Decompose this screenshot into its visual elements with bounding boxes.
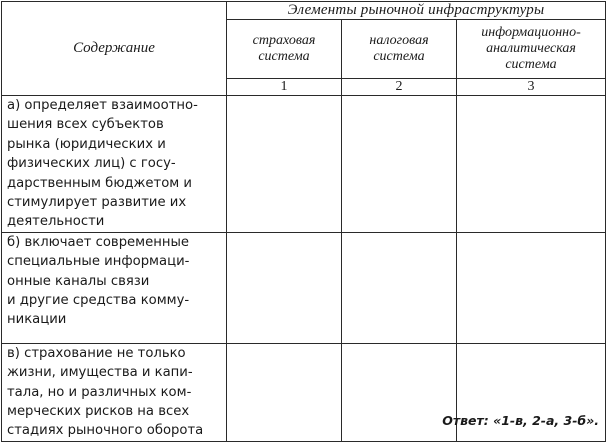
column-header-insurance (227, 20, 342, 79)
empty-cell (227, 232, 342, 343)
empty-cell (457, 232, 606, 343)
row-line: мерческих рисков на всех (7, 404, 190, 420)
group-header-row (2, 2, 606, 20)
row-text-c (2, 343, 227, 441)
content-header: Содержание (2, 2, 227, 96)
row-line: жизни, имущества и капи- (7, 365, 193, 381)
matching-table (1, 1, 606, 442)
row-line: в) страхование не только (7, 345, 186, 361)
column-number-2: 2 (342, 79, 457, 96)
empty-cell (457, 96, 606, 233)
table-row (2, 96, 606, 233)
column-header-line: система (373, 49, 425, 64)
row-line: б) включает современные (7, 234, 190, 250)
column-header-line: страховая (252, 33, 316, 48)
empty-cell (227, 343, 342, 441)
column-header-line: система (505, 57, 557, 72)
row-line: дарственным бюджетом и (7, 175, 192, 191)
row-line: стадиях рыночного оборота (7, 423, 204, 439)
row-line: шения всех субъектов (7, 117, 164, 133)
column-header-tax (342, 20, 457, 79)
empty-cell (342, 96, 457, 233)
column-number-1: 1 (227, 79, 342, 96)
row-line: онные каналы связи (7, 273, 150, 289)
row-line: стимулирует развитие их (7, 195, 187, 211)
row-line: физических лиц) с госу- (7, 156, 176, 172)
row-line: деятельности (7, 214, 105, 230)
column-header-line: налоговая (369, 33, 429, 48)
column-header-line: информационно- (481, 25, 581, 40)
row-line: тала, но и различных ком- (7, 384, 192, 400)
row-line: специальные информаци- (7, 254, 190, 270)
market-infrastructure-header: Элементы рыночной инфраструктуры (227, 2, 606, 20)
empty-cell (342, 232, 457, 343)
row-text-a (2, 96, 227, 233)
answer-text: Ответ: «1-в, 2-а, 3-б». (442, 413, 599, 428)
row-line: и другие средства комму- (7, 293, 190, 309)
row-line: а) определяет взаимоотно- (7, 98, 198, 113)
empty-cell (342, 343, 457, 441)
table-row (2, 232, 606, 343)
column-header-line: аналитическая (486, 41, 576, 56)
row-line: никации (7, 312, 67, 328)
column-header-info-analytic (457, 20, 606, 79)
row-line: рынка (юридических и (7, 136, 166, 152)
column-number-3: 3 (457, 79, 606, 96)
row-text-b (2, 232, 227, 343)
column-header-line: система (258, 49, 310, 64)
empty-cell (227, 96, 342, 233)
